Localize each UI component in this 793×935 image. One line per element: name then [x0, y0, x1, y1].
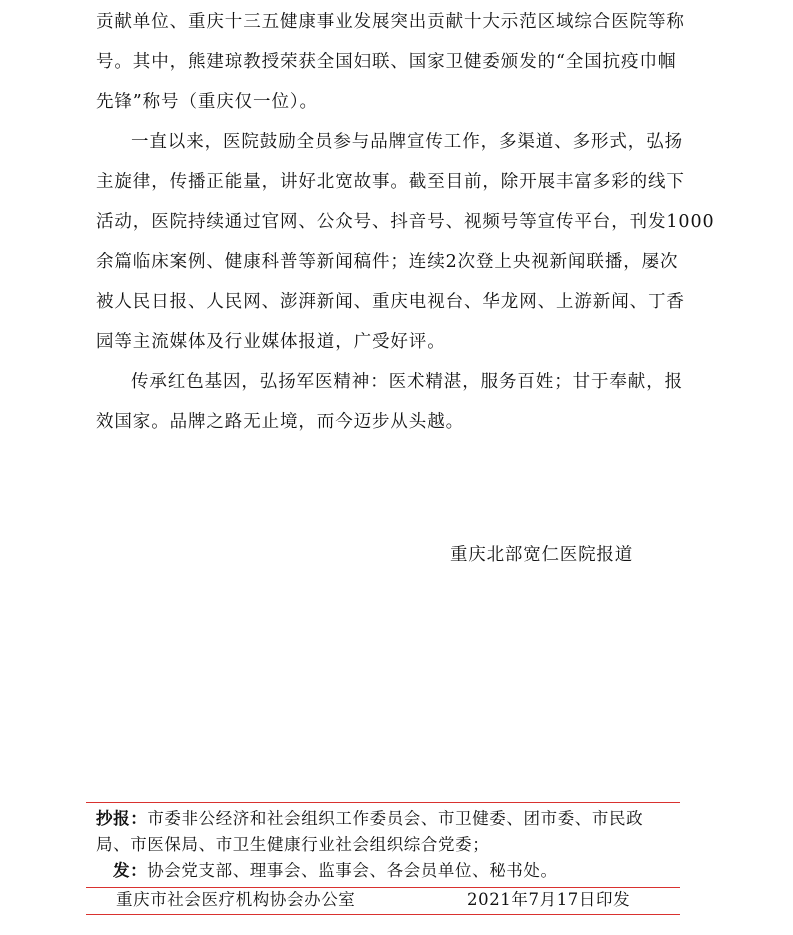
- paragraph-line: 传承红色基因，弘扬军医精神：医术精湛，服务百姓；甘于奉献，报: [131, 372, 683, 392]
- send-recipients: 协会党支部、理事会、监事会、各会员单位、秘书处。: [147, 861, 558, 880]
- paragraph-line: 先锋”称号（重庆仅一位）。: [96, 92, 318, 112]
- paragraph-line: 贡献单位、重庆十三五健康事业发展突出贡献十大示范区域综合医院等称: [96, 12, 685, 32]
- cc-line-2: 局、市医保局、市卫生健康行业社会组织综合党委；: [96, 835, 490, 854]
- send-label: 发：: [113, 861, 148, 880]
- issue-date: 2021年7月17日印发: [467, 890, 631, 909]
- report-signature: 重庆北部宽仁医院报道: [450, 545, 633, 565]
- paragraph-line: 号。其中，熊建琼教授荣获全国妇联、国家卫健委颁发的“全国抗疫巾帼: [96, 52, 677, 72]
- footer-rule-bottom: [86, 914, 680, 915]
- cc-label: 抄报：: [96, 809, 148, 828]
- paragraph-line: 主旋律，传播正能量，讲好北宽故事。截至目前，除开展丰富多彩的线下: [96, 172, 685, 192]
- paragraph-line: 被人民日报、人民网、澎湃新闻、重庆电视台、华龙网、上游新闻、丁香: [96, 292, 685, 312]
- issuing-office: 重庆市社会医疗机构协会办公室: [116, 890, 356, 909]
- footer-rule-top: [86, 802, 680, 803]
- paragraph-line: 园等主流媒体及行业媒体报道，广受好评。: [96, 332, 446, 352]
- send-line: [113, 860, 558, 882]
- paragraph-line: 活动，医院持续通过官网、公众号、抖音号、视频号等宣传平台，刊发1000: [96, 212, 715, 232]
- cc-recipients: 市委非公经济和社会组织工作委员会、市卫健委、团市委、市民政: [147, 809, 644, 828]
- paragraph-line: 效国家。品牌之路无止境，而今迈步从头越。: [96, 412, 464, 432]
- footer-rule-middle: [86, 887, 680, 888]
- cc-line-1: [96, 808, 643, 830]
- paragraph-line: 余篇临床案例、健康科普等新闻稿件；连续2次登上央视新闻联播，屡次: [96, 252, 679, 272]
- paragraph-line: 一直以来，医院鼓励全员参与品牌宣传工作，多渠道、多形式，弘扬: [131, 132, 683, 152]
